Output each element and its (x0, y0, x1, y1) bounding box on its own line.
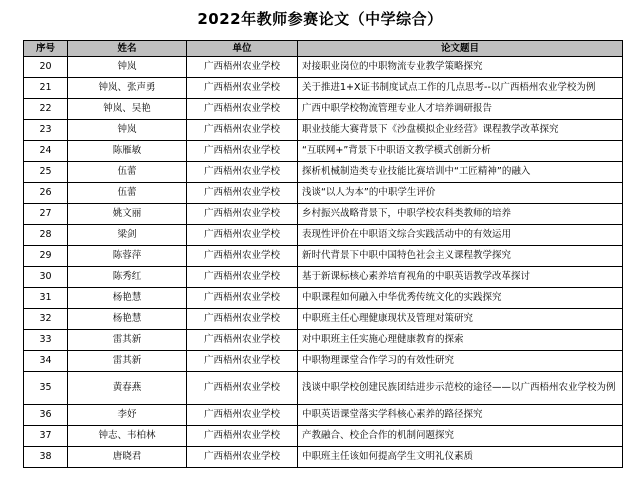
cell-name: 钟岚、吴艳 (68, 99, 187, 120)
cell-seq: 36 (24, 405, 68, 426)
table-row (24, 78, 623, 99)
cell-name: 杨艳慧 (68, 288, 187, 309)
cell-paper-title: 浅谈“以人为本”的中职学生评价 (298, 183, 623, 204)
header-paper-title: 论文题目 (298, 41, 623, 57)
cell-seq: 38 (24, 447, 68, 468)
cell-paper-title: “互联网+”背景下中职语文教学模式创新分析 (298, 141, 623, 162)
cell-unit: 广西梧州农业学校 (187, 141, 298, 162)
cell-unit: 广西梧州农业学校 (187, 330, 298, 351)
cell-seq: 35 (24, 372, 68, 405)
table-row (24, 405, 623, 426)
table-row (24, 426, 623, 447)
cell-paper-title: 中职物理课堂合作学习的有效性研究 (298, 351, 623, 372)
cell-name: 杨艳慧 (68, 309, 187, 330)
cell-seq: 26 (24, 183, 68, 204)
cell-name: 钟岚、张声勇 (68, 78, 187, 99)
cell-unit: 广西梧州农业学校 (187, 351, 298, 372)
cell-name: 陈蓉萍 (68, 246, 187, 267)
cell-paper-title: 广西中职学校物流管理专业人才培养调研报告 (298, 99, 623, 120)
cell-seq: 27 (24, 204, 68, 225)
cell-name: 钟志、韦柏林 (68, 426, 187, 447)
cell-unit: 广西梧州农业学校 (187, 183, 298, 204)
cell-name: 伍蕾 (68, 162, 187, 183)
cell-name: 李妤 (68, 405, 187, 426)
cell-seq: 34 (24, 351, 68, 372)
cell-name: 雷其新 (68, 330, 187, 351)
cell-seq: 33 (24, 330, 68, 351)
cell-seq: 25 (24, 162, 68, 183)
cell-paper-title: 中职班主任该如何提高学生文明礼仪素质 (298, 447, 623, 468)
cell-seq: 21 (24, 78, 68, 99)
table-row (24, 120, 623, 141)
cell-paper-title: 对接职业岗位的中职物流专业教学策略探究 (298, 57, 623, 78)
cell-unit: 广西梧州农业学校 (187, 426, 298, 447)
table-row (24, 267, 623, 288)
cell-paper-title: 中职班主任心理健康现状及管理对策研究 (298, 309, 623, 330)
cell-name: 梁剑 (68, 225, 187, 246)
table-row (24, 162, 623, 183)
cell-name: 陈秀红 (68, 267, 187, 288)
cell-seq: 20 (24, 57, 68, 78)
cell-seq: 24 (24, 141, 68, 162)
cell-paper-title: 表现性评价在中职语文综合实践活动中的有效运用 (298, 225, 623, 246)
cell-seq: 23 (24, 120, 68, 141)
cell-seq: 28 (24, 225, 68, 246)
table-row (24, 57, 623, 78)
cell-unit: 广西梧州农业学校 (187, 204, 298, 225)
cell-name: 姚文丽 (68, 204, 187, 225)
table-row (24, 330, 623, 351)
cell-unit: 广西梧州农业学校 (187, 372, 298, 405)
cell-paper-title: 产教融合、校企合作的机制问题探究 (298, 426, 623, 447)
table-row (24, 309, 623, 330)
table-row (24, 204, 623, 225)
cell-seq: 30 (24, 267, 68, 288)
table-row (24, 99, 623, 120)
header-seq: 序号 (24, 41, 68, 57)
table-header-row (24, 41, 623, 57)
table-row (24, 246, 623, 267)
cell-unit: 广西梧州农业学校 (187, 309, 298, 330)
cell-name: 雷其新 (68, 351, 187, 372)
cell-paper-title: 职业技能大赛背景下《沙盘模拟企业经营》课程教学改革探究 (298, 120, 623, 141)
papers-table (23, 40, 623, 468)
cell-name: 黄春燕 (68, 372, 187, 405)
header-name: 姓名 (68, 41, 187, 57)
cell-seq: 22 (24, 99, 68, 120)
cell-seq: 29 (24, 246, 68, 267)
cell-paper-title: 探析机械制造类专业技能比赛培训中“工匠精神”的融入 (298, 162, 623, 183)
cell-unit: 广西梧州农业学校 (187, 246, 298, 267)
table-row (24, 225, 623, 246)
table-row (24, 351, 623, 372)
table-row (24, 183, 623, 204)
cell-seq: 37 (24, 426, 68, 447)
cell-paper-title: 浅谈中职学校创建民族团结进步示范校的途径——以广西梧州农业学校为例 (298, 372, 623, 405)
cell-paper-title: 中职英语课堂落实学科核心素养的路径探究 (298, 405, 623, 426)
cell-unit: 广西梧州农业学校 (187, 225, 298, 246)
cell-unit: 广西梧州农业学校 (187, 99, 298, 120)
table-row (24, 141, 623, 162)
cell-name: 钟岚 (68, 57, 187, 78)
table-row (24, 372, 623, 405)
cell-unit: 广西梧州农业学校 (187, 405, 298, 426)
table-row (24, 288, 623, 309)
cell-seq: 32 (24, 309, 68, 330)
cell-unit: 广西梧州农业学校 (187, 288, 298, 309)
cell-name: 唐晓君 (68, 447, 187, 468)
cell-paper-title: 基于新课标核心素养培育视角的中职英语教学改革探讨 (298, 267, 623, 288)
cell-name: 钟岚 (68, 120, 187, 141)
cell-paper-title: 中职课程如何融入中华优秀传统文化的实践探究 (298, 288, 623, 309)
cell-name: 伍蕾 (68, 183, 187, 204)
cell-unit: 广西梧州农业学校 (187, 267, 298, 288)
header-unit: 单位 (187, 41, 298, 57)
cell-paper-title: 乡村振兴战略背景下，中职学校农科类教师的培养 (298, 204, 623, 225)
cell-unit: 广西梧州农业学校 (187, 120, 298, 141)
cell-unit: 广西梧州农业学校 (187, 162, 298, 183)
cell-paper-title: 新时代背景下中职中国特色社会主义课程教学探究 (298, 246, 623, 267)
cell-unit: 广西梧州农业学校 (187, 78, 298, 99)
cell-name: 陈雁敏 (68, 141, 187, 162)
table-body (24, 57, 623, 468)
table-row (24, 447, 623, 468)
cell-unit: 广西梧州农业学校 (187, 57, 298, 78)
cell-unit: 广西梧州农业学校 (187, 447, 298, 468)
cell-paper-title: 对中职班主任实施心理健康教育的探索 (298, 330, 623, 351)
cell-seq: 31 (24, 288, 68, 309)
document-title: 2022年教师参赛论文（中学综合） (197, 10, 443, 28)
cell-paper-title: 关于推进1+X证书制度试点工作的几点思考--以广西梧州农业学校为例 (298, 78, 623, 99)
